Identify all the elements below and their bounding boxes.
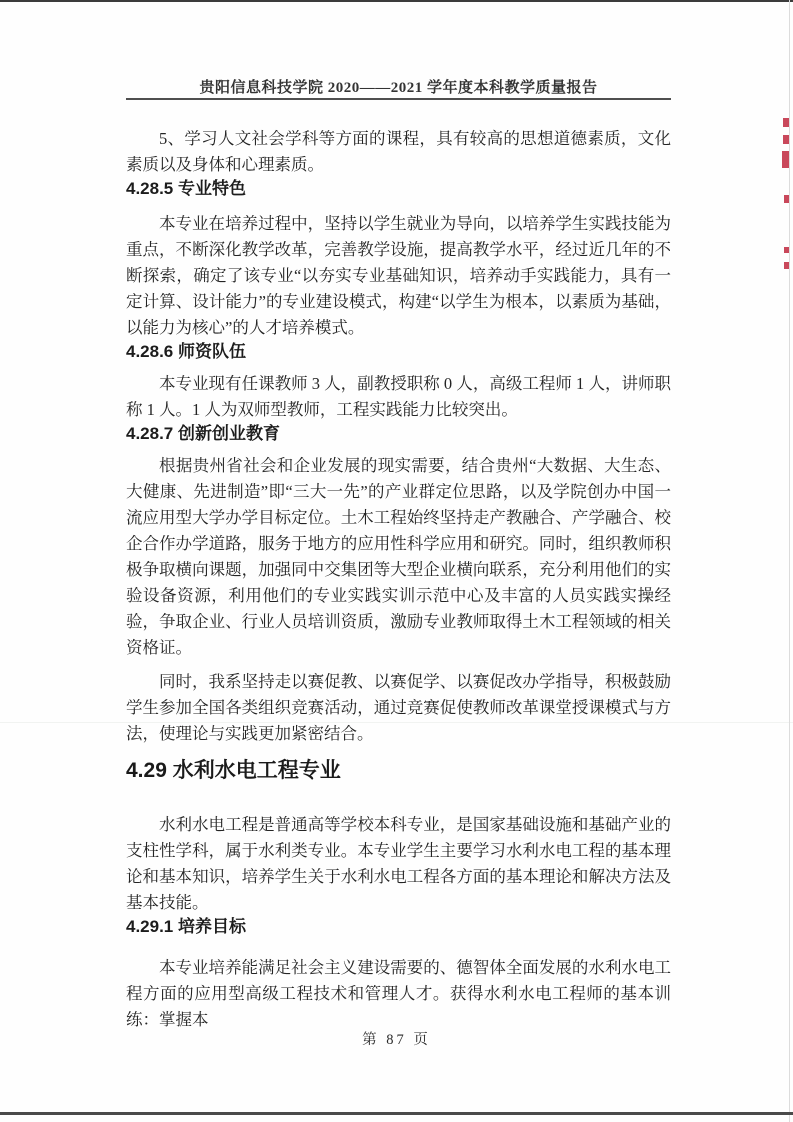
paragraph-4-28-5: 本专业在培养过程中，坚持以学生就业为导向，以培养学生实践技能为重点，不断深化教学改革，完善教学设施，提高教学水平，经过近几年的不断探索，确定了该专业“以夯实专业基础知识，培养动手实践能力，具有一定计算、设计能力”的专业建设模式，构建“以学生为根本，以素质为基础，以能力为核心”的人才培养模式。 [126, 214, 671, 337]
scan-edge-bottom [0, 1112, 793, 1115]
scan-edge-right [789, 0, 790, 1122]
paragraph-4-28-6: 本专业现有任课教师 3 人，副教授职称 0 人，高级工程师 1 人，讲师职称 1 人。1 人为双师型教师，工程实践能力比较突出。 [126, 374, 671, 419]
paragraph-4-29: 水利水电工程是普通高等学校本科专业，是国家基础设施和基础产业的支柱性学科，属于水利类专业。本专业学生主要学习水利水电工程的基本理论和基本知识，培养学生关于水利水电工程各方面的基本理论和解决方法及基本技能。 [126, 815, 671, 912]
paragraph-4-28-7-second: 同时，我系坚持走以赛促教、以赛促学、以赛促改办学指导，积极鼓励学生参加全国各类组织竞赛活动，通过竞赛促使教师改革课堂授课模式与方法，使理论与实践更加紧密结合。 [126, 672, 671, 743]
running-header: 贵阳信息科技学院 2020——2021 学年度本科教学质量报告 [126, 80, 671, 100]
heading-4-29: 4.29 水利水电工程专业 [126, 759, 341, 782]
paragraph-4-28-7-first: 根据贵州省社会和企业发展的现实需要，结合贵州“大数据、大生态、大健康、先进制造”即“三大一先”的产业群定位思路，以及学院创办中国一流应用型大学办学目标定位。土木工程始终坚持走产教融合、产学融合、校企合作办学道路，服务于地方的应用性科学应用和研究。同时，组织教师积极争取横向课题，加强同中交集团等大型企业横向联系，充分利用他们的实验设备资源，利用他们的专业实践实训示范中心及丰富的人员实践实操经验，争取企业、行业人员培训资质，激励专业教师取得土木工程领域的相关资格证。 [126, 456, 671, 657]
heading-4-28-5: 4.28.5 专业特色 [126, 179, 246, 198]
paragraph-4-29-1: 本专业培养能满足社会主义建设需要的、德智体全面发展的水利水电工程方面的应用型高级工程技术和管理人才。获得水利水电工程师的基本训练：掌握本 [126, 958, 671, 1029]
heading-4-28-6: 4.28.6 师资队伍 [126, 342, 246, 361]
page-content [126, 80, 671, 1033]
heading-4-29-1: 4.29.1 培养目标 [126, 917, 246, 936]
scan-edge-top [0, 0, 793, 2]
heading-4-28-7: 4.28.7 创新创业教育 [126, 424, 280, 443]
paragraph-intro-item-5: 5、学习人文社会学科等方面的课程，具有较高的思想道德素质，文化素质以及身体和心理素质。 [126, 129, 671, 174]
page-number: 第 87 页 [362, 1032, 431, 1048]
